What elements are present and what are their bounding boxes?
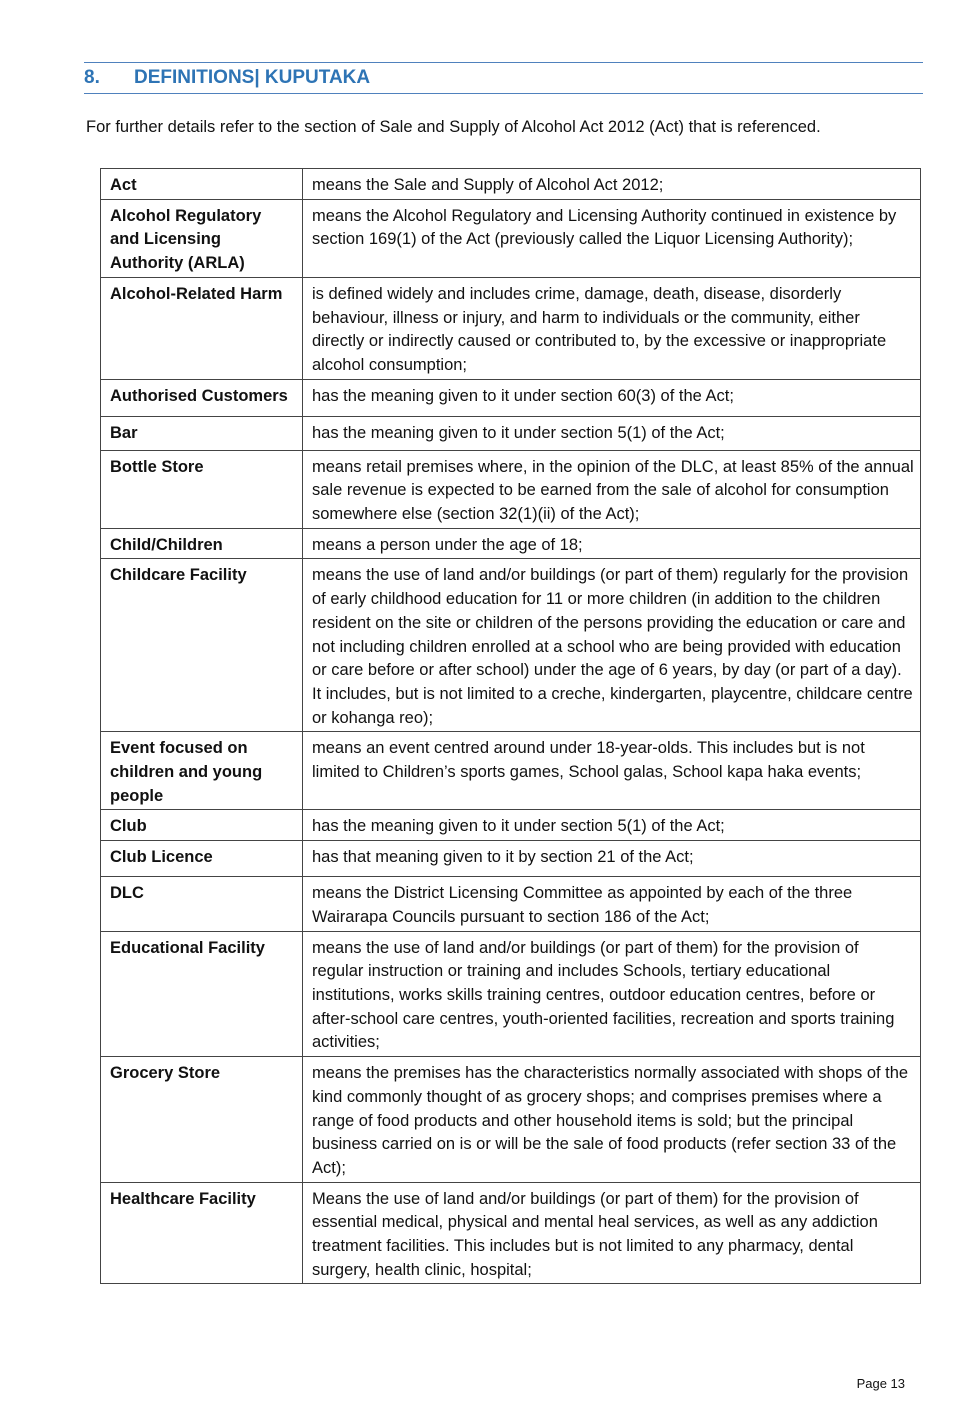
- table-row: [101, 732, 921, 810]
- definition-term: Bar: [101, 416, 303, 450]
- definition-term: Club Licence: [101, 841, 303, 877]
- definition-text: means retail premises where, in the opinion of the DLC, at least 85% of the annual sale revenue is expected to be earned from the sale of alcohol for consumption somewhere else (section 32(1)(ii) of the Act);: [303, 450, 921, 528]
- definition-text: means the use of land and/or buildings (or part of them) regularly for the provision of early childhood education for 11 or more children (in addition to the children resident on the site or children of the persons providing the education or care and not including children enrolled at a school who are being provided with education or care before or after school) under the age of 6 years, by day (or part of a day). It includes, but is not limited to a creche, kindergarten, playcentre, childcare centre or kohanga reo);: [303, 559, 921, 732]
- table-row: [101, 199, 921, 277]
- page-number: Page 13: [856, 1376, 905, 1391]
- definition-term: Alcohol Regulatory and Licensing Authority (ARLA): [101, 199, 303, 277]
- table-row: [101, 169, 921, 200]
- definition-text: means the Sale and Supply of Alcohol Act 2012;: [303, 169, 921, 200]
- table-row: [101, 379, 921, 416]
- section-title: DEFINITIONS| KUPUTAKA: [134, 67, 371, 88]
- definition-text: has the meaning given to it under section 60(3) of the Act;: [303, 379, 921, 416]
- definition-term: Club: [101, 810, 303, 841]
- definition-text: is defined widely and includes crime, damage, death, disease, disorderly behaviour, illness or injury, and harm to individuals or the community, either directly or indirectly caused or contributed to, by the excessive or inappropriate alcohol consumption;: [303, 277, 921, 379]
- definition-term: Act: [101, 169, 303, 200]
- intro-paragraph: For further details refer to the section of Sale and Supply of Alcohol Act 2012 (Act) that is referenced.: [86, 118, 821, 136]
- table-row: [101, 450, 921, 528]
- table-row: [101, 277, 921, 379]
- definition-term: Alcohol-Related Harm: [101, 277, 303, 379]
- definition-term: Healthcare Facility: [101, 1182, 303, 1284]
- definition-text: Means the use of land and/or buildings (or part of them) for the provision of essential medical, physical and mental heal services, as well as any addiction treatment facilities. This includes but is not limited to any pharmacy, dental surgery, health clinic, hospital;: [303, 1182, 921, 1284]
- definition-text: means the premises has the characteristics normally associated with shops of the kind commonly thought of as grocery shops; and comprises premises where a range of food products and other household items is sold; but the principal business carried on is or will be the sale of food products (refer section 33 of the Act);: [303, 1057, 921, 1183]
- definition-term: Child/Children: [101, 528, 303, 559]
- definition-text: means the Alcohol Regulatory and Licensing Authority continued in existence by section 169(1) of the Act (previously called the Liquor Licensing Authority);: [303, 199, 921, 277]
- definition-text: means the use of land and/or buildings (or part of them) for the provision of regular instruction or training and includes Schools, tertiary educational institutions, works skills training centres, outdoor education centres, before or after-school care centres, youth-oriented facilities, recreation and sports training activities;: [303, 931, 921, 1057]
- section-number: 8.: [84, 67, 100, 88]
- table-row: [101, 1057, 921, 1183]
- definition-text: has the meaning given to it under section 5(1) of the Act;: [303, 810, 921, 841]
- section-heading: [84, 67, 370, 89]
- table-row: [101, 841, 921, 877]
- definition-text: means a person under the age of 18;: [303, 528, 921, 559]
- definition-term: Educational Facility: [101, 931, 303, 1057]
- section-heading-rule: [84, 62, 923, 94]
- definition-text: has the meaning given to it under section 5(1) of the Act;: [303, 416, 921, 450]
- table-row: [101, 877, 921, 931]
- table-row: [101, 810, 921, 841]
- definition-term: Event focused on children and young people: [101, 732, 303, 810]
- definition-term: Authorised Customers: [101, 379, 303, 416]
- table-row: [101, 559, 921, 732]
- definition-term: Grocery Store: [101, 1057, 303, 1183]
- definition-text: has that meaning given to it by section 21 of the Act;: [303, 841, 921, 877]
- definition-text: means an event centred around under 18-year-olds. This includes but is not limited to Children’s sports games, School galas, School kapa haka events;: [303, 732, 921, 810]
- definitions-table: [100, 168, 921, 1284]
- table-row: [101, 416, 921, 450]
- definition-term: Bottle Store: [101, 450, 303, 528]
- table-row: [101, 1182, 921, 1284]
- definition-term: Childcare Facility: [101, 559, 303, 732]
- definition-text: means the District Licensing Committee as appointed by each of the three Wairarapa Councils pursuant to section 186 of the Act;: [303, 877, 921, 931]
- table-row: [101, 528, 921, 559]
- definition-term: DLC: [101, 877, 303, 931]
- table-row: [101, 931, 921, 1057]
